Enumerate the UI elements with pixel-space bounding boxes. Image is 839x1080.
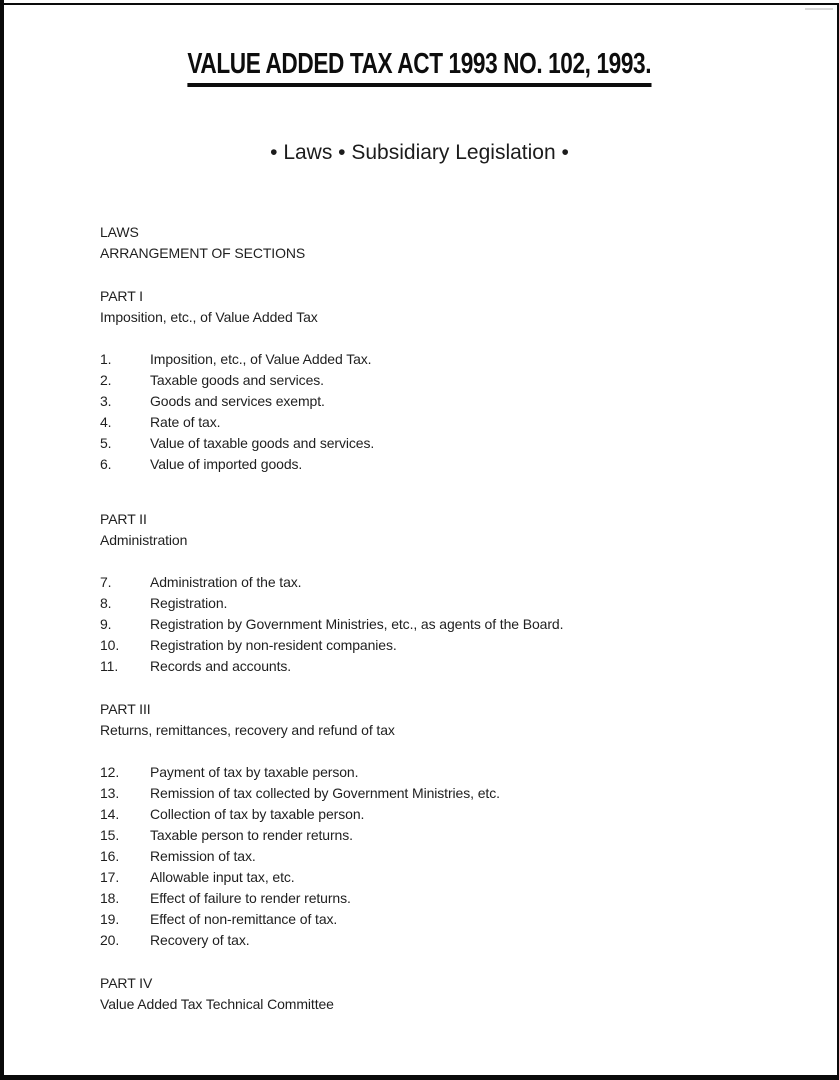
part-iii-caption: Returns, remittances, recovery and refund of tax — [100, 722, 395, 738]
section-title: Taxable goods and services. — [150, 372, 324, 388]
section-number: 4. — [100, 414, 112, 430]
section-item-7 — [100, 572, 739, 593]
part-i-section-list — [100, 349, 739, 475]
part-i-label: PART I — [100, 288, 143, 304]
section-number: 7. — [100, 574, 112, 590]
section-title: Recovery of tax. — [150, 932, 250, 948]
section-title: Value of taxable goods and services. — [150, 435, 375, 451]
section-number: 18. — [100, 890, 120, 906]
section-item-11 — [100, 656, 739, 677]
part-iii — [100, 699, 739, 951]
section-title: Administration of the tax. — [150, 574, 302, 590]
arrangement-of-sections-heading: ARRANGEMENT OF SECTIONS — [100, 245, 306, 261]
laws-heading: LAWS — [100, 224, 139, 240]
section-item-16 — [100, 846, 739, 867]
part-i-caption: Imposition, etc., of Value Added Tax — [100, 309, 318, 325]
section-number: 9. — [100, 616, 112, 632]
section-number: 16. — [100, 848, 120, 864]
section-title: Allowable input tax, etc. — [150, 869, 295, 885]
document-title — [100, 48, 739, 87]
document-title-text: VALUE ADDED TAX ACT 1993 NO. 102, 1993. — [188, 48, 652, 87]
section-item-4 — [100, 412, 739, 433]
part-iv — [100, 973, 739, 1015]
section-item-15 — [100, 825, 739, 846]
section-title: Rate of tax. — [150, 414, 221, 430]
section-item-17 — [100, 867, 739, 888]
section-item-3 — [100, 391, 739, 412]
section-title: Registration by non-resident companies. — [150, 637, 397, 653]
section-number: 20. — [100, 932, 120, 948]
section-item-18 — [100, 888, 739, 909]
section-item-10 — [100, 635, 739, 656]
section-item-1 — [100, 349, 739, 370]
section-number: 8. — [100, 595, 112, 611]
part-ii-caption: Administration — [100, 532, 188, 548]
section-item-6 — [100, 454, 739, 475]
section-item-20 — [100, 930, 739, 951]
section-title: Remission of tax collected by Government Ministries, etc. — [150, 785, 500, 801]
section-title: Taxable person to render returns. — [150, 827, 353, 843]
section-title: Effect of failure to render returns. — [150, 890, 351, 906]
laws-heading-block — [100, 222, 739, 264]
section-title: Payment of tax by taxable person. — [150, 764, 359, 780]
part-iv-caption: Value Added Tax Technical Committee — [100, 996, 334, 1012]
section-item-14 — [100, 804, 739, 825]
section-number: 14. — [100, 806, 120, 822]
section-number: 15. — [100, 827, 120, 843]
section-number: 6. — [100, 456, 112, 472]
section-number: 5. — [100, 435, 112, 451]
section-number: 3. — [100, 393, 112, 409]
section-number: 10. — [100, 637, 120, 653]
section-item-13 — [100, 783, 739, 804]
part-ii-label: PART II — [100, 511, 147, 527]
scan-edge-bottom — [0, 1075, 839, 1080]
document-subtitle: • Laws • Subsidiary Legislation • — [270, 141, 569, 164]
section-title: Remission of tax. — [150, 848, 256, 864]
section-item-5 — [100, 433, 739, 454]
section-title: Value of imported goods. — [150, 456, 303, 472]
section-title: Goods and services exempt. — [150, 393, 325, 409]
section-number: 13. — [100, 785, 120, 801]
section-title: Registration by Government Ministries, etc., as agents of the Board. — [150, 616, 564, 632]
section-title: Registration. — [150, 595, 228, 611]
section-number: 12. — [100, 764, 120, 780]
section-title: Records and accounts. — [150, 658, 292, 674]
section-item-8 — [100, 593, 739, 614]
section-number: 11. — [100, 658, 119, 674]
section-number: 19. — [100, 911, 120, 927]
part-ii-section-list — [100, 572, 739, 677]
section-number: 2. — [100, 372, 112, 388]
section-item-12 — [100, 762, 739, 783]
part-ii — [100, 509, 739, 677]
part-iv-label: PART IV — [100, 975, 153, 991]
section-title: Collection of tax by taxable person. — [150, 806, 365, 822]
section-number: 17. — [100, 869, 120, 885]
section-item-2 — [100, 370, 739, 391]
part-i — [100, 286, 739, 475]
section-item-9 — [100, 614, 739, 635]
section-item-19 — [100, 909, 739, 930]
section-title: Effect of non-remittance of tax. — [150, 911, 338, 927]
part-iii-label: PART III — [100, 701, 151, 717]
section-title: Imposition, etc., of Value Added Tax. — [150, 351, 372, 367]
part-iii-section-list — [100, 762, 739, 951]
section-number: 1. — [100, 351, 112, 367]
